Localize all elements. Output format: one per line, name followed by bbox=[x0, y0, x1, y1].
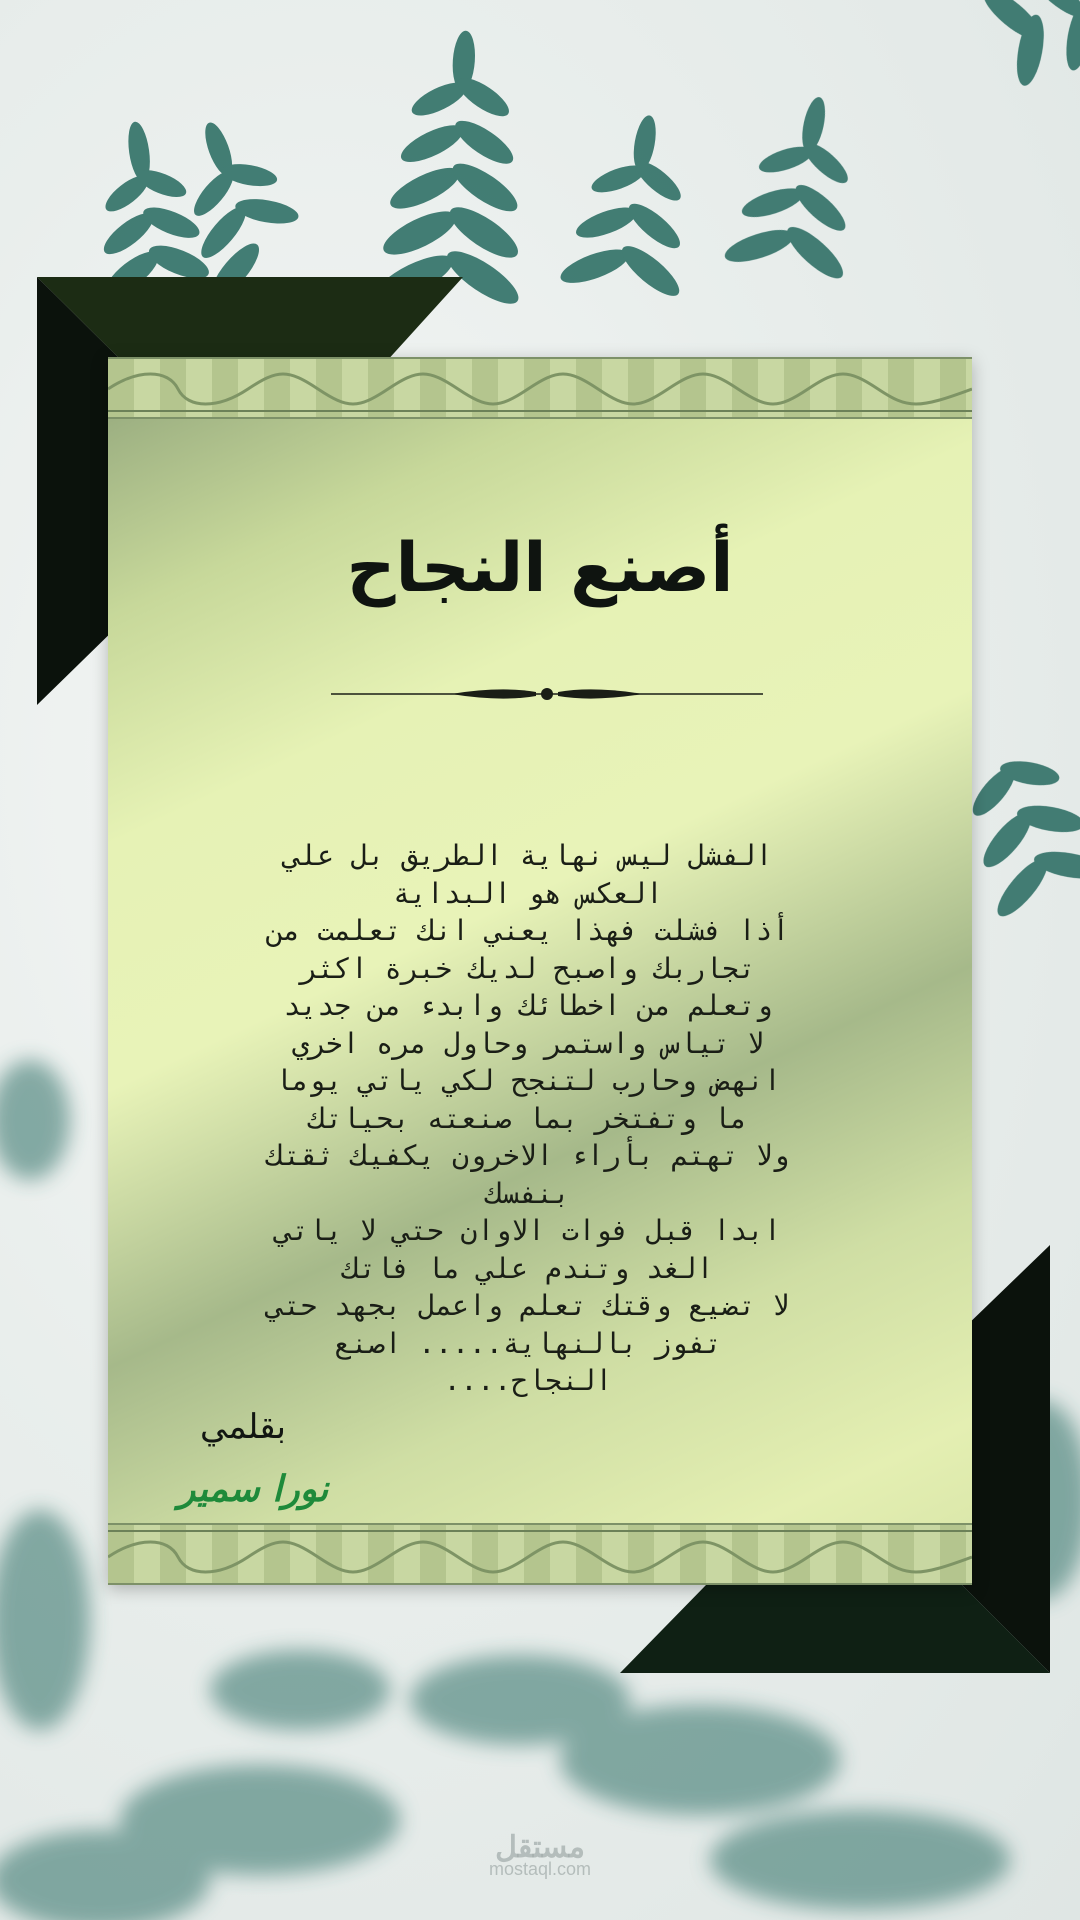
top-ornament-band bbox=[108, 357, 972, 419]
bottom-ornament-band bbox=[108, 1523, 972, 1585]
quote-card bbox=[108, 357, 972, 1585]
quote-body: الفشل ليس نهاية الطريق بل علي العكس هو البداية أذا فشلت فهذا يعني انك تعلمت من تجاربك واصبح لديك خبرة اكثر وتعلم من اخطائك وابدء من جديد لا تياس واستمر وحاول مره اخري انهض وحارب لتنجح لكي ياتي يوما ما وتفتخر بما صنعته بحياتك ولا تهتم بأراء الاخرون يكفيك ثقتك بنفسك ابدا قبل فوات الاوان حتي لا ياتي الغد وتندم علي ما فاتك لا تضيع وقتك تعلم واعمل بجهد حتي تفوز بالنهاية..... اصنع النجاح.... bbox=[266, 839, 790, 1397]
page-title: أصنع النجاح bbox=[346, 529, 734, 608]
scroll-border-icon bbox=[108, 1525, 972, 1583]
scroll-border-icon bbox=[108, 359, 972, 417]
signature-label: بقلمي bbox=[200, 1407, 286, 1447]
author-name: نورا سمير bbox=[178, 1469, 329, 1510]
watermark-arabic: مستقل bbox=[495, 1831, 585, 1864]
watermark bbox=[470, 1830, 610, 1880]
ornament-divider-icon bbox=[331, 684, 763, 704]
watermark-latin: mostaql.com bbox=[488, 1859, 592, 1879]
